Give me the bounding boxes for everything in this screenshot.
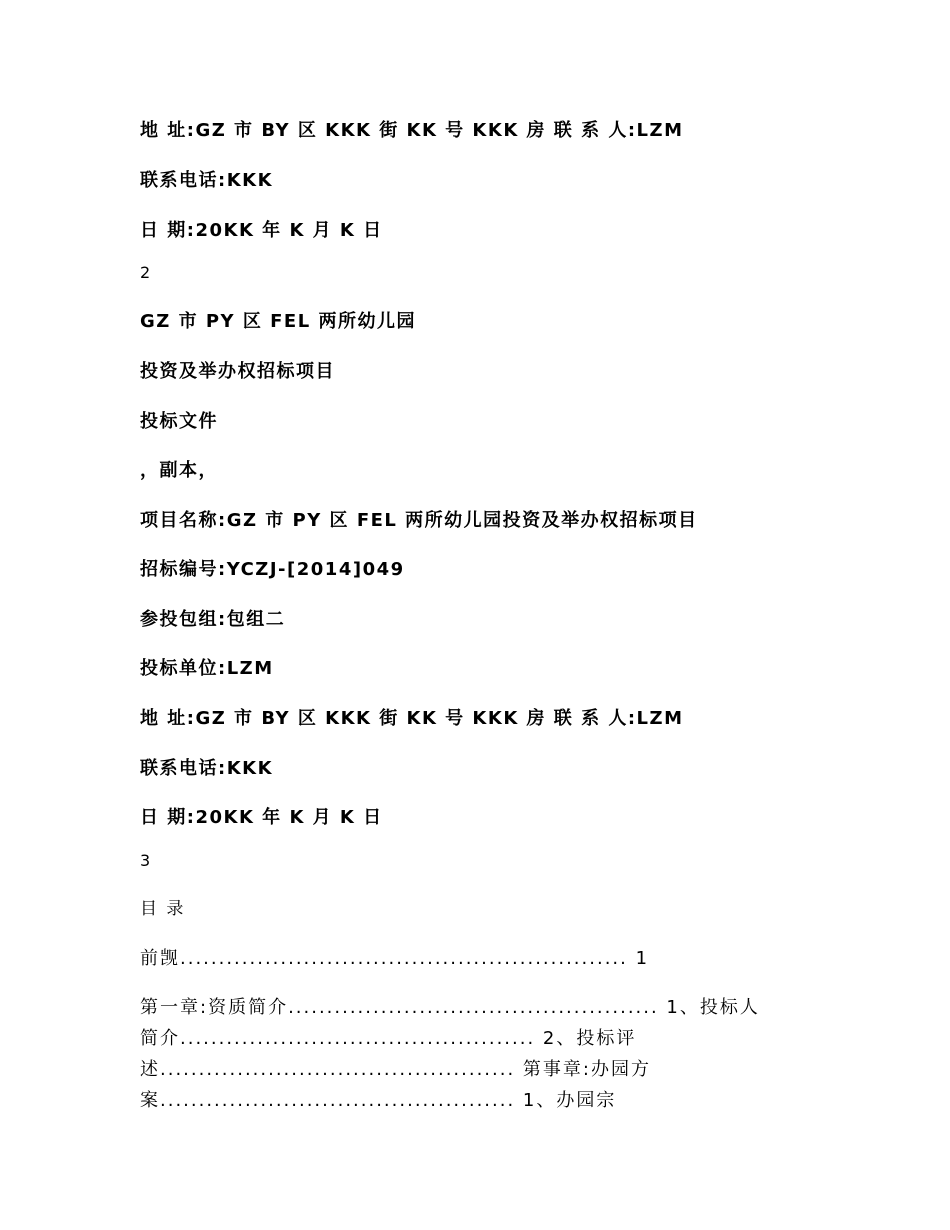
phone-line: 联系电话:KKK: [140, 170, 274, 191]
toc-line: 第一章:资质简介................................................ 1、投标人: [140, 997, 760, 1018]
copy-label: ，副本，: [140, 460, 218, 481]
date-line: 日 期:20KK 年 K 月 K 日: [140, 220, 383, 241]
document-title-line1: GZ 市 PY 区 FEL 两所幼儿园: [140, 311, 416, 332]
document-title-line3: 投标文件: [140, 411, 218, 432]
toc-line: 前觊.......................................................... 1: [140, 948, 650, 969]
page-number: 2: [140, 263, 151, 282]
bidder-line: 投标单位:LZM: [140, 658, 274, 679]
document-title-line2: 投资及举办权招标项目: [140, 361, 335, 382]
toc-line: 案.............................................. 1、办园宗: [140, 1090, 617, 1111]
phone-line: 联系电话:KKK: [140, 758, 274, 779]
toc-line: 简介.............................................. 2、投标评: [140, 1028, 637, 1049]
date-line: 日 期:20KK 年 K 月 K 日: [140, 807, 383, 828]
bid-number-line: 招标编号:YCZJ-[2014]049: [140, 559, 405, 580]
package-line: 参投包组:包组二: [140, 609, 286, 630]
project-name-line: 项目名称:GZ 市 PY 区 FEL 两所幼儿园投资及举办权招标项目: [140, 510, 698, 531]
toc-line: 述.............................................. 第事章:办园方: [140, 1059, 651, 1080]
address-line: 地 址:GZ 市 BY 区 KKK 街 KK 号 KKK 房 联 系 人:LZM: [140, 708, 684, 729]
toc-heading: 目 录: [140, 899, 186, 919]
address-line: 地 址:GZ 市 BY 区 KKK 街 KK 号 KKK 房 联 系 人:LZM: [140, 120, 684, 141]
page-number: 3: [140, 851, 151, 870]
